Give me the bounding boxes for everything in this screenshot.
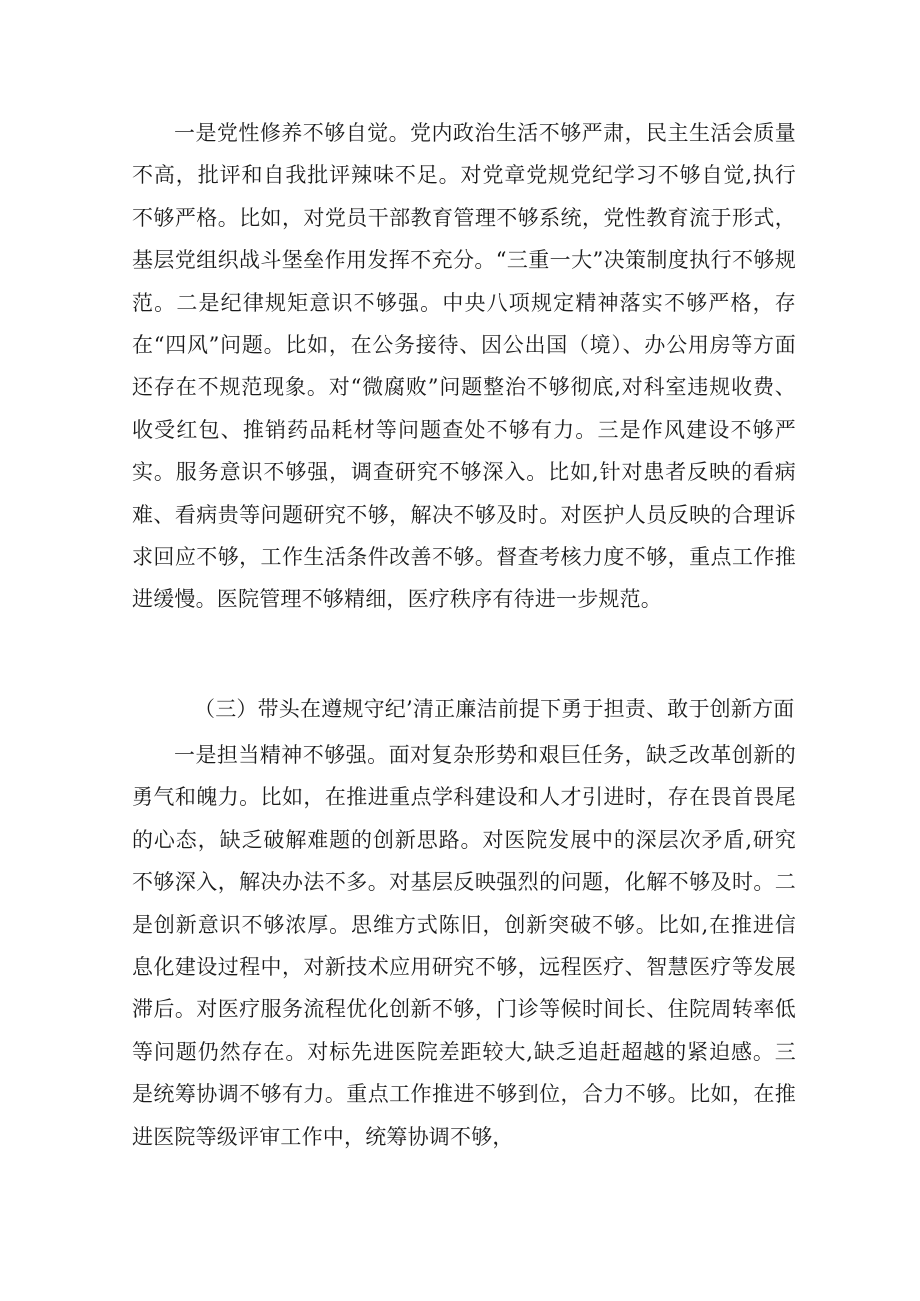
section-heading-text: （三）带头在遵规守纪’清正廉洁前提下勇于担责、敢于创新方面 (194, 697, 795, 721)
body-paragraph-2 (132, 734, 796, 1158)
body-paragraph-1 (132, 112, 796, 621)
section-heading (132, 688, 796, 730)
paragraph-text: 一是担当精神不够强。面对复杂形势和艰巨任务，缺乏改革创新的勇气和魄力。比如，在推进重点学科建设和人才引进时，存在畏首畏尾的心态，缺乏破解难题的创新思路。对医院发展中的深层次矛盾,研究不够深入，解决办法不多。对基层反映强烈的问题，化解不够及时。二是创新意识不够浓厚。思维方式陈旧，创新突破不够。比如,在推进信息化建设过程中，对新技术应用研究不够，远程医疗、智慧医疗等发展滞后。对医疗服务流程优化创新不够，门诊等候时间长、住院周转率低等问题仍然存在。对标先进医院差距较大,缺乏追赶超越的紧迫感。三是统筹协调不够有力。重点工作推进不够到位，合力不够。比如，在推进医院等级评审工作中，统筹协调不够， (132, 743, 796, 1149)
paragraph-text: 一是党性修养不够自觉。党内政治生活不够严肃，民主生活会质量不高，批评和自我批评辣味不足。对党章党规党纪学习不够自觉,执行不够严格。比如，对党员干部教育管理不够系统，党性教育流于形式，基层党组织战斗堡垒作用发挥不充分。“三重一大”决策制度执行不够规范。二是纪律规矩意识不够强。中央八项规定精神落实不够严格，存在“四风”问题。比如，在公务接待、因公出国（境）、办公用房等方面还存在不规范现象。对“微腐败”问题整治不够彻底,对科室违规收费、收受红包、推销药品耗材等问题查处不够有力。三是作风建设不够严实。服务意识不够强，调查研究不够深入。比如,针对患者反映的看病难、看病贵等问题研究不够，解决不够及时。对医护人员反映的合理诉求回应不够，工作生活条件改善不够。督查考核力度不够，重点工作推进缓慢。医院管理不够精细，医疗秩序有待进一步规范。 (132, 121, 796, 612)
